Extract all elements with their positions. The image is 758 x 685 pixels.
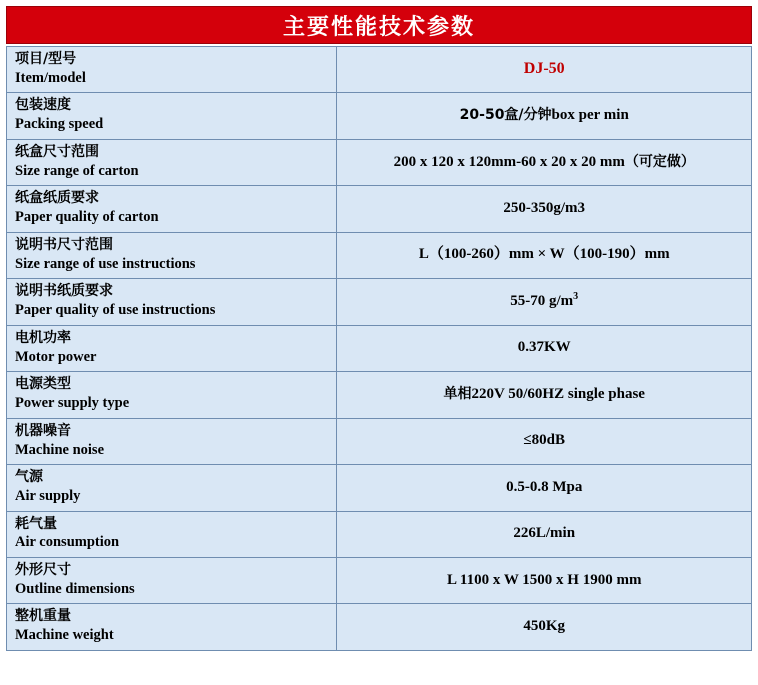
- row-label-air-supply: [7, 465, 337, 511]
- label-cn: 耗气量: [15, 515, 57, 532]
- row-label-machine-noise: [7, 418, 337, 464]
- row-label-paper-quality-instructions: [7, 279, 337, 325]
- label-en: Air supply: [15, 487, 81, 504]
- table-row: [7, 372, 752, 418]
- label-cn: 说明书尺寸范围: [15, 236, 113, 253]
- table-row: [7, 279, 752, 325]
- table-row: [7, 465, 752, 511]
- label-cn: 说明书纸质要求: [15, 283, 113, 300]
- table-row: [7, 47, 752, 93]
- value-latin: 220V 50/60HZ single phase: [471, 385, 645, 402]
- label-en: Machine weight: [15, 627, 114, 644]
- table-row: [7, 186, 752, 232]
- table-row: [7, 418, 752, 464]
- label-cn: 整机重量: [15, 608, 71, 625]
- label-cn: 机器噪音: [15, 422, 71, 439]
- page-title: 主要性能技术参数: [282, 14, 475, 40]
- table-row: [7, 93, 752, 139]
- page-title-bar: [6, 6, 752, 44]
- label-cn: 包装速度: [15, 97, 71, 114]
- label-cn: 电机功率: [15, 329, 71, 346]
- row-label-paper-quality-carton: [7, 186, 337, 232]
- label-en: Size range of carton: [15, 162, 139, 179]
- label-en: Air consumption: [15, 534, 120, 551]
- row-value-air-supply: 0.5-0.8 Mpa: [337, 465, 752, 511]
- label-cn: 项目/型号: [15, 51, 77, 67]
- table-body: [7, 47, 752, 651]
- row-value-air-consumption: 226L/min: [337, 511, 752, 557]
- row-value-item-model: DJ-50: [337, 47, 752, 93]
- row-label-air-consumption: [7, 511, 337, 557]
- table-row: [7, 139, 752, 185]
- row-label-size-range-carton: [7, 139, 337, 185]
- value-cjk: 20-50盒/分钟: [459, 107, 552, 124]
- row-value-machine-noise: ≤80dB: [337, 418, 752, 464]
- row-value-packing-speed: [337, 93, 752, 139]
- label-en: Power supply type: [15, 395, 130, 412]
- label-cn: 纸盒尺寸范围: [15, 143, 99, 160]
- table-row: [7, 604, 752, 650]
- row-label-packing-speed: [7, 93, 337, 139]
- row-label-outline-dimensions: [7, 557, 337, 603]
- row-label-machine-weight: [7, 604, 337, 650]
- label-cn: 纸盒纸质要求: [15, 190, 99, 207]
- label-en: Size range of use instructions: [15, 255, 196, 272]
- row-value-motor-power: 0.37KW: [337, 325, 752, 371]
- row-value-paper-quality-instructions: [337, 279, 752, 325]
- specification-table: [6, 46, 752, 651]
- label-cn: 气源: [15, 469, 43, 486]
- value-cjk: 单相: [443, 385, 472, 402]
- row-value-size-range-carton: [337, 139, 752, 185]
- row-value-power-supply-type: [337, 372, 752, 418]
- row-label-motor-power: [7, 325, 337, 371]
- value-latin: box per min: [551, 107, 629, 124]
- label-en: Item/model: [15, 69, 86, 86]
- value-cjk: （可定做）: [624, 153, 695, 170]
- label-en: Motor power: [15, 348, 97, 365]
- label-en: Machine noise: [15, 441, 105, 458]
- label-cn: 外形尺寸: [15, 561, 71, 578]
- table-row: [7, 557, 752, 603]
- label-cn: 电源类型: [15, 376, 71, 393]
- label-en: Packing speed: [15, 116, 104, 133]
- table-row: [7, 325, 752, 371]
- row-value-machine-weight: 450Kg: [337, 604, 752, 650]
- label-en: Outline dimensions: [15, 580, 135, 597]
- row-value-outline-dimensions: L 1100 x W 1500 x H 1900 mm: [337, 557, 752, 603]
- value-latin: 200 x 120 x 120mm-60 x 20 x 20 mm: [393, 153, 625, 170]
- value-superscript: 3: [573, 291, 579, 303]
- label-en: Paper quality of carton: [15, 209, 159, 226]
- row-value-size-range-instructions: L（100-260）mm × W（100-190）mm: [337, 232, 752, 278]
- row-value-paper-quality-carton: 250-350g/m3: [337, 186, 752, 232]
- row-label-size-range-instructions: [7, 232, 337, 278]
- table-row: [7, 511, 752, 557]
- value-base: 55-70 g/m: [510, 293, 574, 310]
- row-label-power-supply-type: [7, 372, 337, 418]
- table-row: [7, 232, 752, 278]
- label-en: Paper quality of use instructions: [15, 302, 216, 319]
- row-label-item-model: [7, 47, 337, 93]
